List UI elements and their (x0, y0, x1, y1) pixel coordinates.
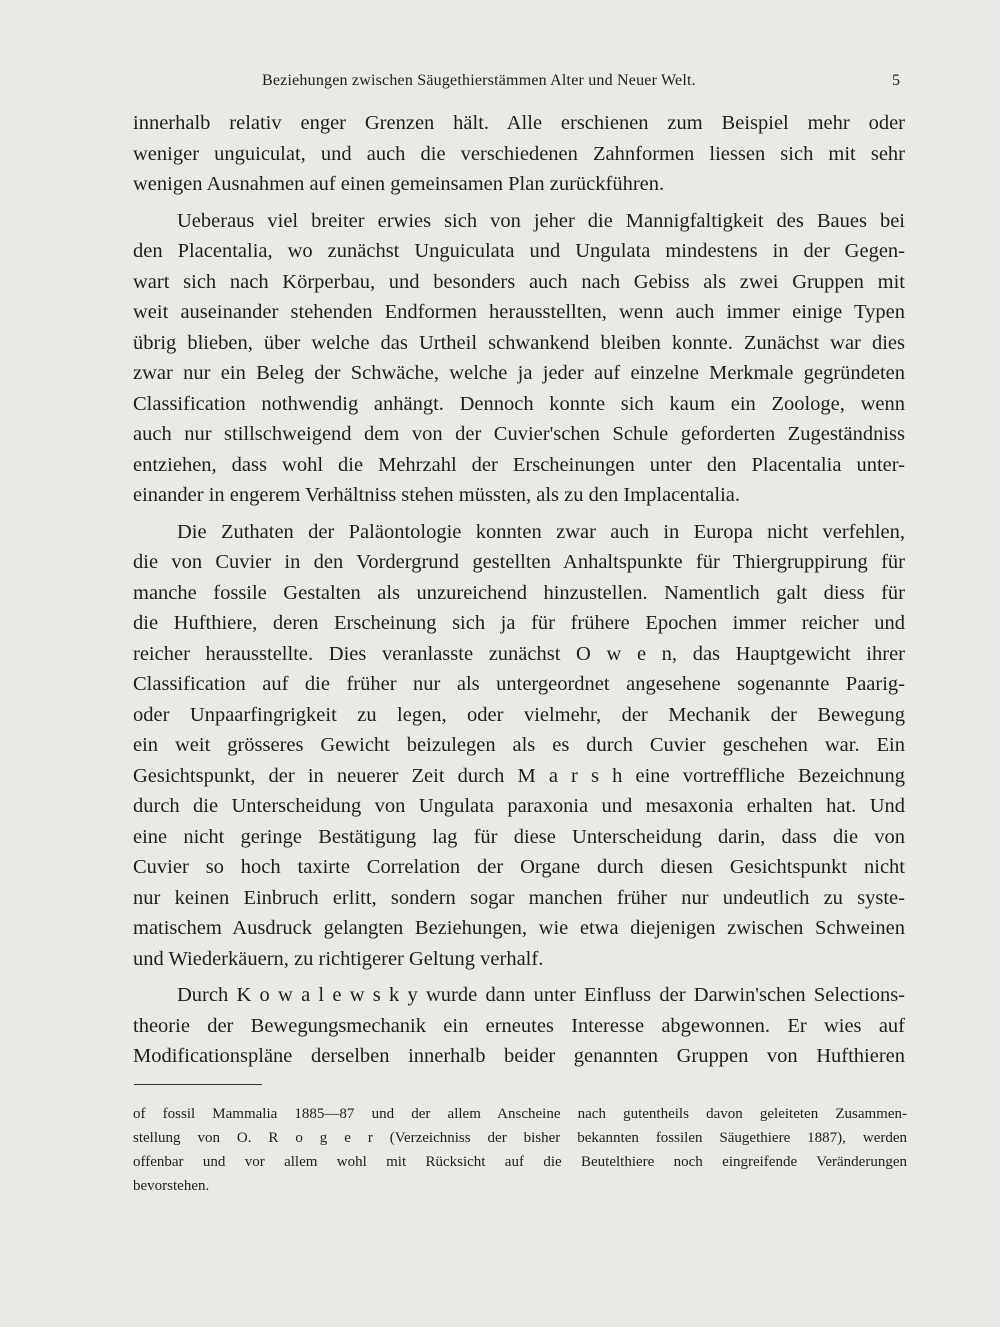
text-line: Modificationspläne derselben innerhalb beider genannten Gruppen von Hufthieren (133, 1045, 905, 1067)
text-line: manche fossile Gestalten als unzureichend hinzustellen. Namentlich galt diess für (133, 581, 905, 604)
body-text (133, 108, 905, 1072)
text-line: Durch K o w a l e w s k y wurde dann unter Einfluss der Darwin'schen Selections- (177, 984, 905, 1006)
paragraph (133, 517, 905, 975)
text-line: weit auseinander stehenden Endformen herausstellten, wenn auch immer einige Typen (133, 301, 905, 323)
footnote (133, 1102, 907, 1198)
text-line: die von Cuvier in den Vordergrund gestellten Anhaltspunkte für Thiergruppirung für (133, 551, 905, 573)
text-line: den Placentalia, wo zunächst Unguiculata und Ungulata mindestens in der Gegen- (133, 240, 905, 262)
footnote-rule (134, 1084, 262, 1085)
text-line: und Wiederkäuern, zu richtigerer Geltung verhalf. (133, 947, 544, 970)
footnote-line: stellung von O. R o g e r (Verzeichniss der bisher bekannten fossilen Säugethiere 1887), werden (133, 1130, 907, 1146)
text-line: nur keinen Einbruch erlitt, sondern sogar manchen früher nur undeutlich zu syste- (133, 886, 905, 909)
text-line: auch nur stillschweigend dem von der Cuvier'schen Schule geforderten Zugeständniss (133, 423, 905, 445)
paragraph (133, 206, 905, 511)
text-line: weniger unguiculat, und auch die verschiedenen Zahnformen liessen sich mit sehr (133, 142, 905, 165)
text-line: theorie der Bewegungsmechanik ein erneutes Interesse abgewonnen. Er wies auf (133, 1014, 905, 1037)
page-number: 5 (892, 72, 900, 89)
text-line: einander in engerem Verhältniss stehen müssten, als zu den Implacentalia. (133, 484, 741, 506)
text-line: Die Zuthaten der Paläontologie konnten zwar auch in Europa nicht verfehlen, (177, 520, 905, 543)
text-line: entziehen, dass wohl die Mehrzahl der Erscheinungen unter den Placentalia unter- (133, 453, 905, 476)
text-line: reicher herausstellte. Dies veranlasste zunächst O w e n, das Hauptgewicht ihrer (133, 642, 905, 665)
footnote-line: bevorstehen. (133, 1178, 210, 1194)
text-line: wart sich nach Körperbau, und besonders auch nach Gebiss als zwei Gruppen mit (133, 270, 905, 293)
footnote-line: of fossil Mammalia 1885—87 und der allem Anscheine nach gutentheils davon geleiteten Zusammen- (133, 1106, 907, 1122)
text-line: Ueberaus viel breiter erwies sich von jeher die Mannigfaltigkeit des Baues bei (177, 209, 905, 232)
running-head: Beziehungen zwischen Säugethierstämmen Alter und Neuer Welt. (262, 72, 696, 89)
text-line: wenigen Ausnahmen auf einen gemeinsamen Plan zurückführen. (133, 173, 665, 195)
text-line: die Hufthiere, deren Erscheinung sich ja für frühere Epochen immer reicher und (133, 612, 905, 634)
footnote-line: offenbar und vor allem wohl mit Rücksicht auf die Beutelthiere noch eingreifende Veränderungen (133, 1154, 907, 1170)
text-line: zwar nur ein Beleg der Schwäche, welche ja jeder auf einzelne Merkmale gegründeten (133, 362, 905, 384)
paragraph (133, 980, 905, 1072)
text-line: übrig blieben, über welche das Urtheil schwankend bleiben konnte. Zunächst war dies (133, 331, 905, 354)
paragraph (133, 108, 905, 200)
text-line: Gesichtspunkt, der in neuerer Zeit durch M a r s h eine vortreffliche Bezeichnung (133, 764, 905, 787)
text-line: ein weit grösseres Gewicht beizulegen als es durch Cuvier geschehen war. Ein (133, 734, 905, 756)
text-line: eine nicht geringe Bestätigung lag für diese Unterscheidung darin, dass die von (133, 825, 905, 848)
text-line: matischem Ausdruck gelangten Beziehungen, wie etwa diejenigen zwischen Schweinen (133, 917, 905, 939)
text-line: innerhalb relativ enger Grenzen hält. Alle erschienen zum Beispiel mehr oder (133, 112, 905, 134)
text-line: Classification nothwendig anhängt. Dennoch konnte sich kaum ein Zoologe, wenn (133, 392, 905, 415)
text-line: durch die Unterscheidung von Ungulata paraxonia und mesaxonia erhalten hat. Und (133, 795, 905, 817)
text-line: Classification auf die früher nur als untergeordnet angesehene sogenannte Paarig- (133, 673, 905, 695)
text-line: Cuvier so hoch taxirte Correlation der Organe durch diesen Gesichtspunkt nicht (133, 856, 905, 878)
text-line: oder Unpaarfingrigkeit zu legen, oder vielmehr, der Mechanik der Bewegung (133, 703, 905, 726)
